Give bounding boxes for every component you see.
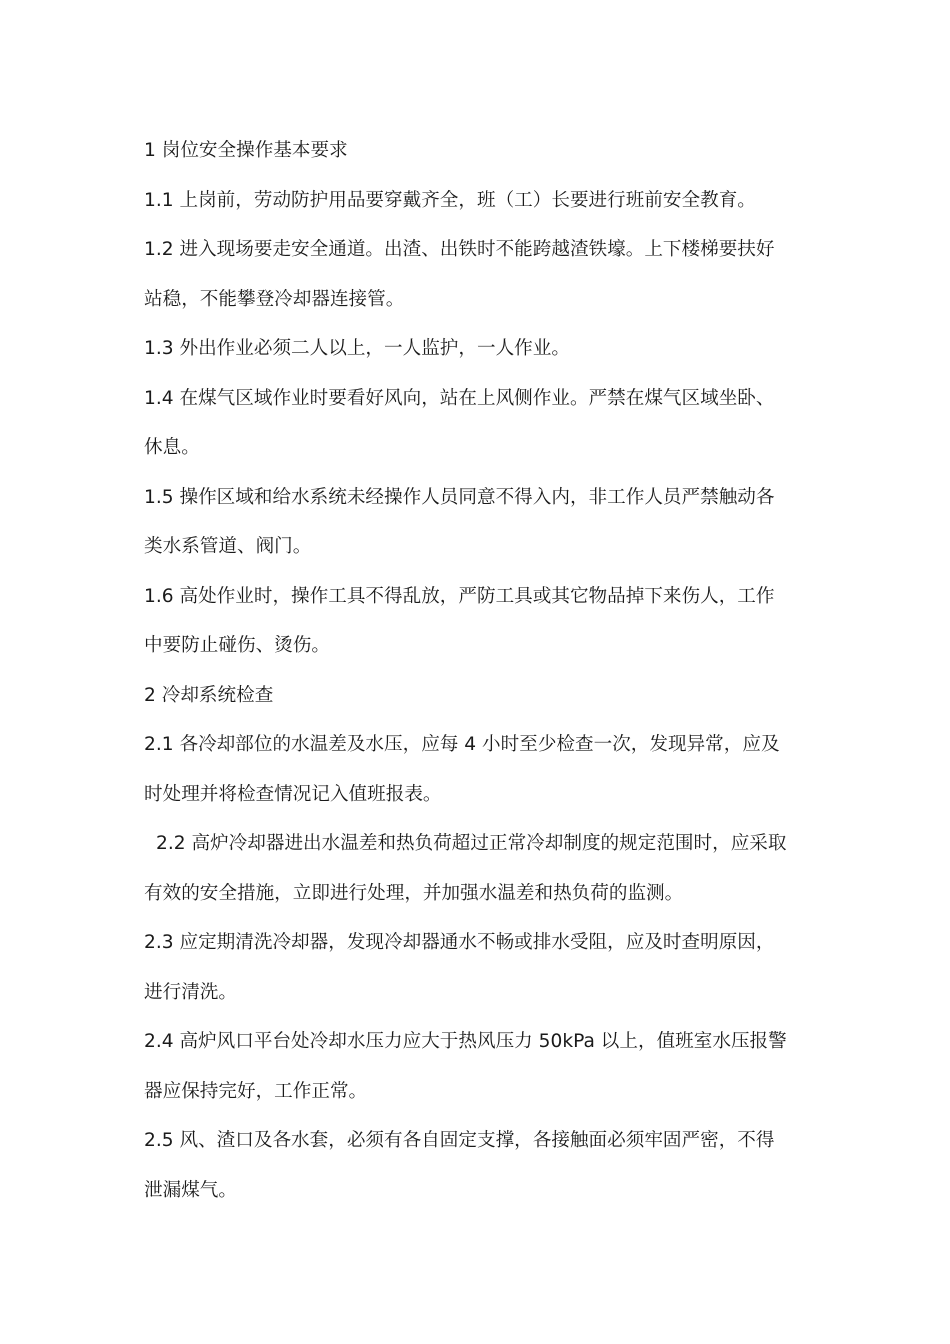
- text-line: 2.4 高炉风口平台处冷却水压力应大于热风压力 50kPa 以上，值班室水压报警: [144, 1031, 787, 1052]
- text-line: 2.5 风、渣口及各水套，必须有各自固定支撑，各接触面必须牢固严密，不得: [144, 1130, 775, 1151]
- text-line: 1.5 操作区域和给水系统未经操作人员同意不得入内，非工作人员严禁触动各: [144, 486, 775, 508]
- text-line: 进行清洗。: [144, 981, 237, 1003]
- text-line: 1.3 外出作业必须二人以上，一人监护，一人作业。: [144, 338, 570, 359]
- text-line: 1.6 高处作业时，操作工具不得乱放，严防工具或其它物品掉下来伤人，工作: [144, 585, 775, 607]
- section-heading: 2 冷却系统检查: [144, 684, 274, 706]
- text-line: 休息。: [144, 437, 200, 458]
- text-line: 2.2 高炉冷却器进出水温差和热负荷超过正常冷却制度的规定范围时，应采取: [156, 833, 787, 854]
- text-line: 类水系管道、阀门。: [144, 536, 312, 557]
- text-line: 1.2 进入现场要走安全通道。出渣、出铁时不能跨越渣铁壕。上下楼梯要扶好: [144, 239, 775, 260]
- text-line: 1.1 上岗前，劳动防护用品要穿戴齐全，班（工）长要进行班前安全教育。: [144, 189, 756, 211]
- text-line: 器应保持完好，工作正常。: [144, 1080, 368, 1102]
- document-body: [144, 126, 812, 1215]
- text-line: 泄漏煤气。: [144, 1179, 237, 1201]
- text-line: 2.1 各冷却部位的水温差及水压，应每 4 小时至少检查一次，发现异常，应及: [144, 734, 780, 755]
- text-line: 有效的安全措施，立即进行处理，并加强水温差和热负荷的监测。: [144, 882, 684, 904]
- text-line: 站稳，不能攀登冷却器连接管。: [144, 288, 405, 310]
- text-line: 时处理并将检查情况记入值班报表。: [144, 783, 442, 805]
- text-line: 1.4 在煤气区域作业时要看好风向，站在上风侧作业。严禁在煤气区域坐卧、: [144, 387, 775, 409]
- text-line: 2.3 应定期清洗冷却器，发现冷却器通水不畅或排水受阻，应及时查明原因，: [144, 932, 775, 953]
- section-heading: 1 岗位安全操作基本要求: [144, 140, 348, 161]
- text-line: 中要防止碰伤、烫伤。: [144, 635, 330, 656]
